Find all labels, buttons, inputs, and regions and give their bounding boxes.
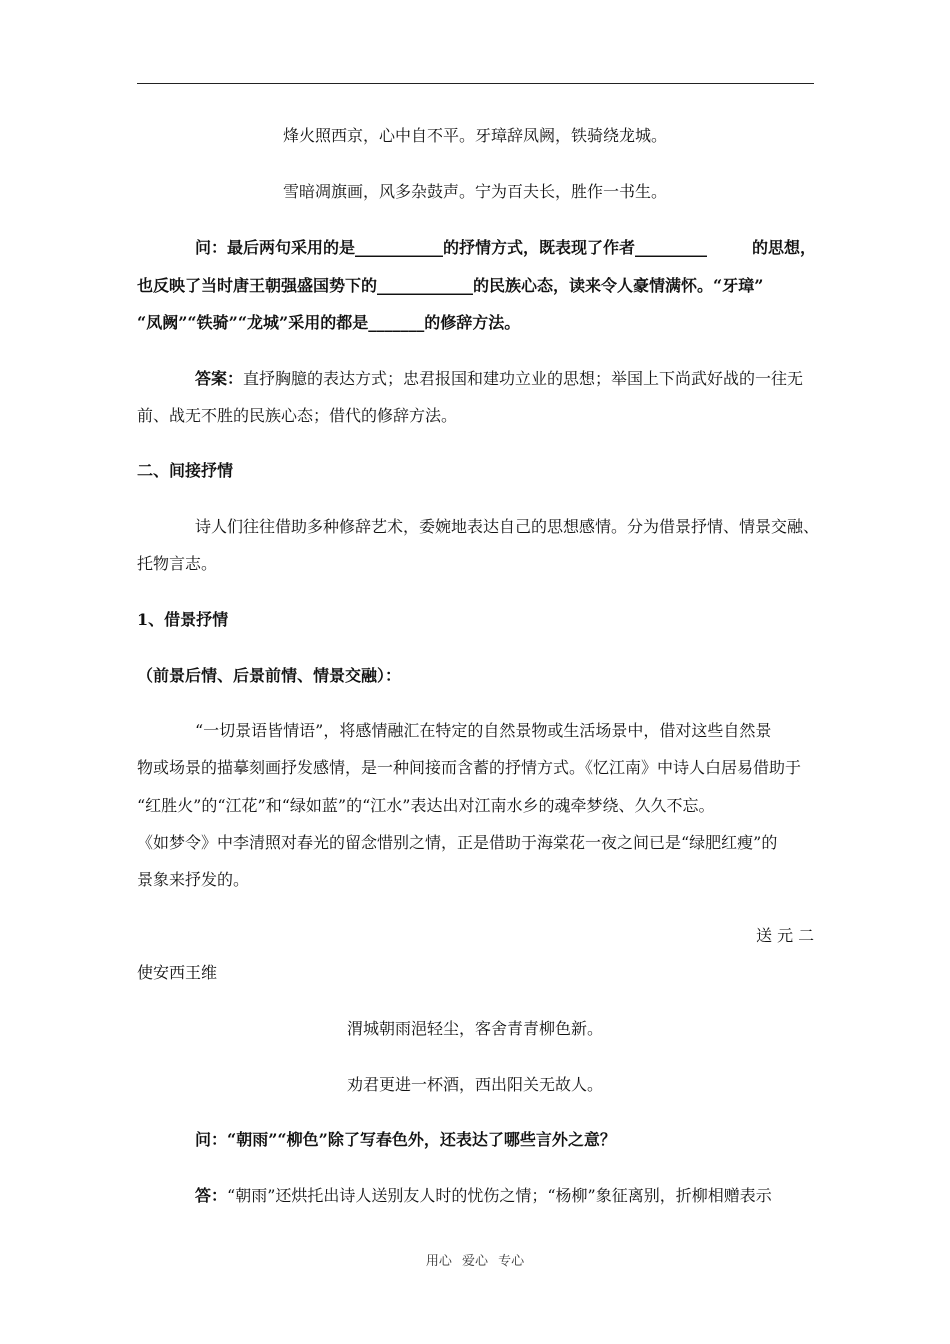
answer2-line1 [195, 1186, 772, 1206]
poem2-line2: 劝君更进一杯酒，西出阳关无故人。 [346, 1075, 603, 1094]
answer2-label: 答： [195, 1186, 228, 1205]
question1-line1-end: 的思想， [752, 238, 817, 257]
answer1-line2: 前、战无不胜的民族心态；借代的修辞方法。 [137, 406, 458, 425]
question1-line1: 问：最后两句采用的是___________的抒情方式，既表现了作者_________ [195, 238, 708, 257]
poem2-line1: 渭城朝雨浥轻尘，客舍青青柳色新。 [346, 1019, 603, 1038]
paragraph-line3: “红胜火”的“江花”和“绿如蓝”的“江水”表达出对江南水乡的魂牵梦绕、久久不忘。 [137, 796, 715, 815]
question1-line3: “凤阙”“铁骑”“龙城”采用的都是_______的修辞方法。 [137, 313, 521, 332]
paragraph-line4: 《如梦令》中李清照对春光的留念惜别之情，正是借助于海棠花一夜之间已是“绿肥红瘦”的 [137, 833, 778, 852]
paragraph-line2: 物或场景的描摹刻画抒发感情，是一种间接而含蓄的抒情方式。《忆江南》中诗人白居易借助于 [137, 758, 802, 777]
answer2-text: “朝雨”还烘托出诗人送别友人时的忧伤之情；“杨柳”象征离别，折柳相赠表示 [227, 1186, 772, 1205]
paragraph-line1: “一切景语皆情语”，将感情融汇在特定的自然景物或生活场景中，借对这些自然景 [195, 721, 772, 740]
section2-heading: 二、间接抒情 [137, 461, 234, 480]
section2-para-line2: 托物言志。 [137, 554, 218, 573]
question2: 问：“朝雨”“柳色”除了写春色外，还表达了哪些言外之意？ [195, 1130, 616, 1149]
sub1-heading: 1、借景抒情 [137, 610, 229, 629]
poem1-line1: 烽火照西京，心中自不平。牙璋辞凤阙，铁骑绕龙城。 [282, 126, 667, 145]
poem2-title-continued: 使安西王维 [137, 963, 218, 982]
answer1-text: 直抒胸臆的表达方式；忠君报国和建功立业的思想；举国上下尚武好战的一往无 [243, 369, 804, 388]
answer1-line1 [195, 369, 803, 389]
page-footer: 用心 爱心 专心 [425, 1254, 525, 1269]
paragraph-line5: 景象来抒发的。 [137, 870, 250, 889]
header-rule [137, 83, 814, 84]
poem1-line2: 雪暗凋旗画，风多杂鼓声。宁为百夫长，胜作一书生。 [282, 182, 667, 201]
sub1-note: （前景后情、后景前情、情景交融）： [137, 666, 402, 685]
poem2-title: 送 元 二 [756, 926, 815, 945]
answer1-label: 答案： [195, 369, 244, 388]
question1-line2: 也反映了当时唐王朝强盛国势下的____________的民族心态，读来令人豪情满怀。“牙璋” [137, 276, 764, 295]
section2-para-line1: 诗人们往往借助多种修辞艺术，委婉地表达自己的思想感情。分为借景抒情、情景交融、 [195, 517, 820, 536]
